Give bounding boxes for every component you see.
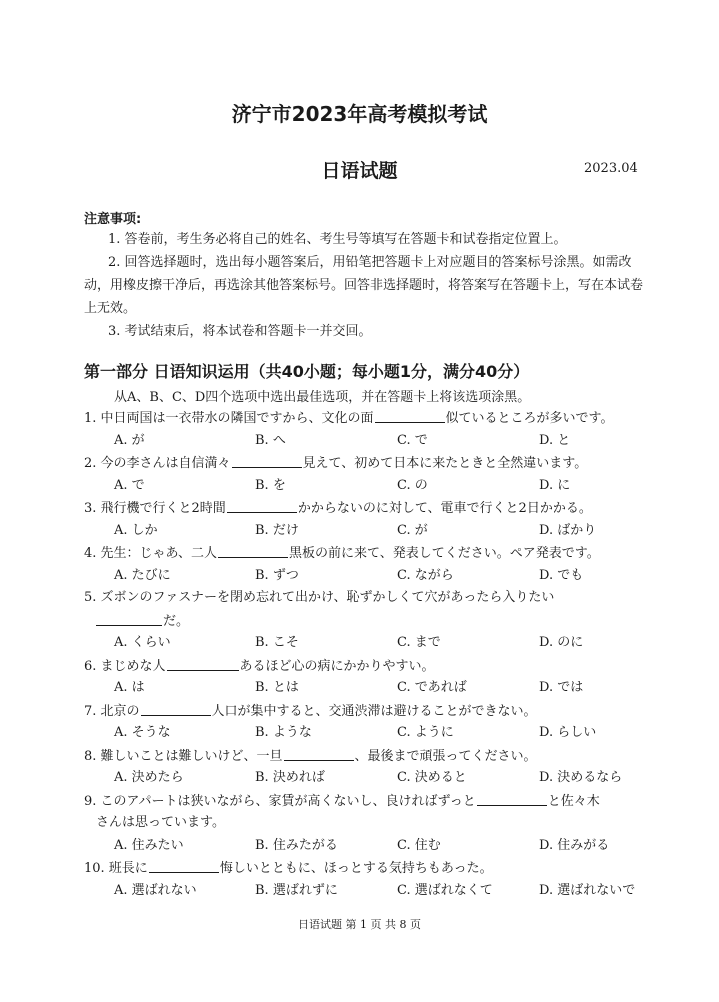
section-heading: 第一部分 日语知识运用（共40小题；每小题1分，满分40分） [84,362,530,381]
option-d: D. のに [539,635,584,650]
option-row [84,565,654,588]
option-row [84,835,654,858]
note-item: 1. 答卷前，考生务必将自己的姓名、考生号等填写在答题卡和试卷指定位置上。 [108,232,567,247]
stem-before: 5. ズボンのファスナーを閉め忘れて出かけ、恥ずかしくて穴があったら入りたい [84,590,555,605]
note-item: 3. 考试结束后，将本试卷和答题卡一并交回。 [108,324,372,339]
page-footer: 日语试题 第 1 页 共 8 页 [298,918,421,931]
option-d: D. 住みがる [539,837,610,853]
option-c: C. 選ばれなくて [397,882,493,898]
option-row [84,767,654,790]
answer-blank [232,452,302,468]
stem-before: 1. 中日両国は一衣帯水の隣国ですから、文化の面 [84,411,374,426]
exam-subtitle: 日语试题 [321,160,398,182]
option-d: D. 選ばれないで [539,882,636,898]
option-b: B. へ [255,432,286,448]
stem-before: 4. 先生：じゃあ、二人 [84,546,218,561]
option-a: A. 住みたい [114,837,184,853]
stem-before: 8. 難しいことは難しいけど、一旦 [84,748,283,764]
option-d: D. 決めるなら [539,770,623,785]
answer-blank [167,655,239,671]
notes-heading: 注意事项: [84,212,142,227]
question-stem [84,700,654,723]
option-b: B. こそ [255,635,299,650]
stem-after: 、最後まで頑張ってください。 [354,748,537,764]
option-a: A. たびに [114,567,171,583]
option-b: B. 選ばれずに [255,882,338,898]
option-a: A. が [114,432,145,448]
stem-before: 3. 飛行機で行くと2時間 [84,501,226,516]
question-stem [84,542,654,565]
stem-before: 2. 今の李さんは自信満々 [84,456,231,471]
option-b: B. 決めれば [255,770,325,785]
option-row [84,430,654,453]
option-row [84,677,654,700]
option-c: C. まで [397,635,441,650]
option-a: A. 決めたら [114,770,184,785]
question-stem [84,857,654,880]
exam-date: 2023.04 [584,161,638,176]
stem-cont: さんは思っています。 [96,815,225,830]
stem-after: 見えて、初めて日本に来たときと全然違います。 [302,456,588,471]
question-stem [84,407,654,430]
exam-title: 济宁市2023年高考模拟考试 [231,102,488,126]
option-c: C. 決めると [397,770,467,785]
option-d: D. らしい [539,725,597,740]
stem-after: 悔しいとともに、ほっとする気持ちもあった。 [219,861,493,876]
option-c: C. 住む [397,837,441,853]
option-d: D. に [539,477,571,493]
option-row [84,520,654,543]
option-b: B. を [255,477,286,493]
stem-after: 似ているところが多いです。 [445,411,614,426]
answer-blank [477,790,547,806]
option-b: B. だけ [255,522,299,538]
option-a: A. そうな [114,725,171,740]
stem-before: 7. 北京の [84,703,140,719]
question-stem [84,497,654,520]
option-a: A. 選ばれない [114,882,197,898]
option-a: A. は [114,680,145,695]
answer-blank [375,407,445,423]
question-stem [84,452,654,475]
option-c: C. ながら [397,567,454,583]
option-b: B. 住みたがる [255,837,338,853]
notes-list [84,228,644,343]
option-d: D. と [539,432,571,448]
stem-after: だ。 [163,613,190,629]
answer-blank [227,497,297,513]
question-stem [84,587,654,610]
option-a: A. くらい [114,635,171,650]
option-c: C. の [397,477,428,493]
question-list [84,407,654,902]
question-stem [84,790,654,813]
option-d: D. では [539,680,584,695]
option-b: B. ずつ [255,567,299,583]
question-stem-cont [84,812,654,835]
option-c: C. ように [397,725,454,740]
option-d: D. ばかり [539,522,597,538]
answer-blank [96,610,162,626]
option-c: C. であれば [397,680,467,695]
note-item: 2. 回答选择题时，选出每小题答案后，用铅笔把答题卡上对应题目的答案标号涂黑。如需改动，用橡皮擦干净后，再选涂其他答案标号。回答非选择题时，将答案写在答题卡上，写在本试卷上无效。 [84,255,644,316]
stem-after: かからないのに対して、電車で行くと2日かかる。 [297,501,592,516]
answer-blank [149,857,219,873]
option-c: C. で [397,432,428,448]
option-b: B. とは [255,680,299,695]
stem-after: 人口が集中すると、交通渋滞は避けることができない。 [211,703,537,719]
option-row [84,475,654,498]
stem-after: と佐々木 [547,793,600,809]
stem-before: 9. このアパートは狭いながら、家賃が高くないし、良ければずっと [84,793,476,809]
answer-blank [284,745,354,761]
stem-before: 6. まじめな人 [84,658,166,674]
answer-blank [218,542,288,558]
option-row [84,880,654,903]
stem-before: 10. 班長に [84,861,148,876]
option-d: D. でも [539,567,584,583]
option-b: B. ような [255,725,312,740]
option-a: A. で [114,477,145,493]
question-stem-cont [84,610,654,633]
stem-after: あるほど心の病にかかりやすい。 [239,658,435,674]
option-row [84,632,654,655]
option-a: A. しか [114,522,158,538]
option-c: C. が [397,522,428,538]
question-stem [84,655,654,678]
section-instruction: 从A、B、C、D四个选项中选出最佳选项，并在答题卡上将该选项涂黑。 [114,390,531,405]
answer-blank [141,700,211,716]
question-stem [84,745,654,768]
stem-after: 黒板の前に来て、発表してください。ペア発表です。 [289,546,600,561]
option-row [84,722,654,745]
